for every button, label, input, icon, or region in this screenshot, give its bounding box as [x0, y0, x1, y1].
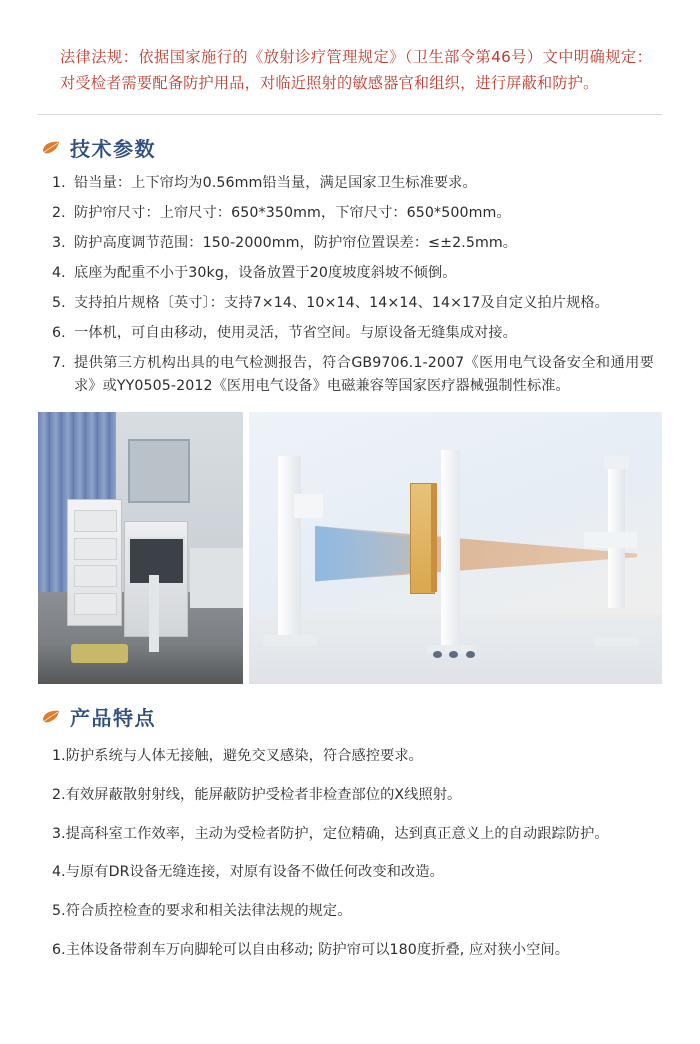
- list-item-text: 支持拍片规格〔英寸〕：支持7×14、10×14、14×14、14×17及自定义拍片规格。: [74, 295, 609, 312]
- section-title-features: 产品特点: [70, 706, 156, 731]
- photo-shield-pane: [74, 538, 117, 560]
- photo-post: [149, 575, 159, 651]
- section-divider: [38, 114, 662, 115]
- photo-shield-unit: [67, 499, 122, 626]
- photo-shield-pane: [74, 593, 117, 615]
- list-item-text: 防护帘尺寸：上帘尺寸：650*350mm，下帘尺寸：650*500mm。: [74, 205, 511, 222]
- photo-table: [190, 548, 243, 608]
- list-item-text: 铅当量：上下帘均为0.56mm铅当量，满足国家卫生标准要求。: [74, 175, 477, 192]
- list-item: [52, 322, 654, 345]
- list-item: [52, 232, 654, 255]
- list-item-number: 3.: [52, 235, 66, 252]
- feature-list: [38, 745, 662, 961]
- list-item: 3.提高科室工作效率，主动为受检者防护，定位精确，达到真正意义上的自动跟踪防护。: [52, 825, 609, 842]
- photo-shield-pane: [74, 565, 117, 587]
- list-item-number: 7.: [52, 355, 66, 372]
- section-header-tech: [38, 133, 662, 162]
- diagram-left-base: [263, 635, 317, 646]
- diagram-center-column: [441, 450, 460, 651]
- diagram-detector-head: [294, 494, 323, 518]
- list-item-number: 6.: [52, 325, 66, 342]
- diagram-xray-tube-base: [594, 637, 639, 647]
- photo-floor-front: [38, 646, 243, 684]
- list-item-text: 提供第三方机构出具的电气检测报告，符合GB9706.1-2007《医用电气设备安全和通用要求》或YY0505-2012《医用电气设备》电磁兼容等国家医疗器械强制性标准。: [74, 355, 654, 395]
- photo-base-weight: [71, 644, 128, 663]
- equipment-photo: [38, 412, 243, 684]
- list-item: [52, 292, 654, 315]
- list-item: 1.防护系统与人体无接触，避免交叉感染，符合感控要求。: [52, 748, 423, 765]
- list-item-number: 5.: [52, 295, 66, 312]
- document-page: [0, 44, 700, 1044]
- list-item-text: 底座为配重不小于30kg，设备放置于20度坡度斜坡不倾倒。: [74, 265, 457, 282]
- leaf-icon: [42, 710, 60, 724]
- section-title-tech: 技术参数: [70, 137, 156, 162]
- photo-window: [128, 439, 189, 503]
- list-item: [52, 172, 654, 195]
- photo-shield-pane: [74, 510, 117, 532]
- diagram-left-stand: [278, 456, 301, 646]
- tech-param-list: [38, 172, 662, 398]
- list-item: 2.有效屏蔽散射射线，能屏蔽防护受检者非检查部位的X线照射。: [52, 787, 462, 803]
- list-item: 5.符合质控检查的要求和相关法律法规的规定。: [52, 903, 352, 920]
- list-item-text: 防护高度调节范围：150-2000mm，防护帘位置误差：≤±2.5mm。: [74, 235, 518, 252]
- list-item: [52, 262, 654, 285]
- list-item: 4.与原有DR设备无缝连接，对原有设备不做任何改变和改造。: [52, 864, 444, 881]
- list-item: [52, 352, 654, 398]
- list-item: [52, 202, 654, 225]
- list-item: 6.主体设备带刹车万向脚轮可以自由移动; 防护帘可以180度折叠, 应对狭小空间。: [52, 941, 570, 958]
- diagram-xray-tube-head: [604, 456, 629, 470]
- list-item-number: 1.: [52, 175, 66, 192]
- list-item-number: 4.: [52, 265, 66, 282]
- legal-notice: 法律法规：依据国家施行的《放射诊疗管理规定》（卫生部令第46号）文中明确规定：对受检者需要配备防护用品，对临近照射的敏感器官和组织，进行屏蔽和防护。: [60, 48, 652, 93]
- diagram-lead-curtain-edge: [431, 483, 438, 592]
- leaf-icon: [42, 141, 60, 155]
- shielding-diagram: [249, 412, 662, 684]
- section-header-features: [38, 702, 662, 731]
- diagram-xray-tube-arm: [584, 532, 638, 548]
- list-item-number: 2.: [52, 205, 66, 222]
- image-row: [38, 412, 662, 684]
- list-item-text: 一体机，可自由移动，使用灵活，节省空间。与原设备无缝集成对接。: [74, 325, 517, 342]
